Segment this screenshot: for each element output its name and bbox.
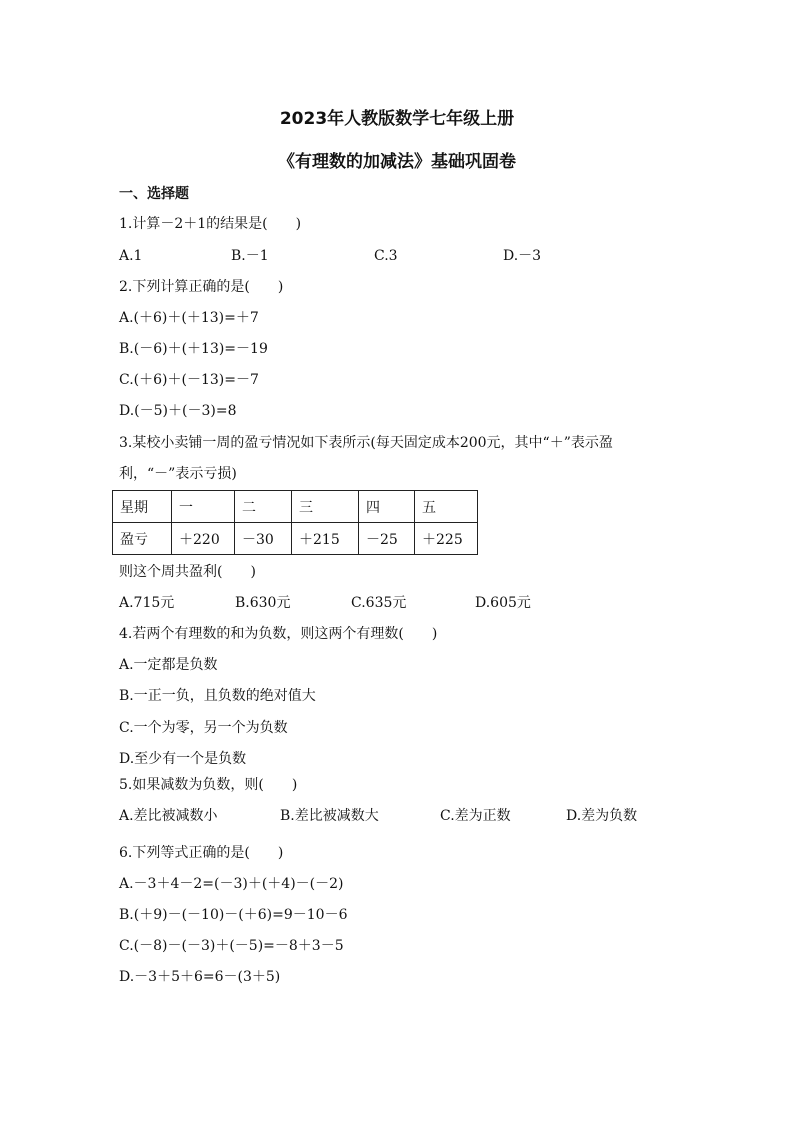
question-3-option-c: C.635元 xyxy=(351,595,407,611)
table-cell: ＋225 xyxy=(415,523,478,555)
question-3-followup: 则这个周共盈利( ) xyxy=(119,564,256,580)
question-5-option-d: D.差为负数 xyxy=(566,808,638,824)
table-cell: －25 xyxy=(359,523,415,555)
question-3-option-b: B.630元 xyxy=(235,595,291,611)
table-cell: 四 xyxy=(359,491,415,523)
question-4-option-d: D.至少有一个是负数 xyxy=(119,751,247,767)
profit-table xyxy=(112,490,478,555)
document-subtitle: 《有理数的加减法》基础巩固卷 xyxy=(278,152,516,172)
question-3-stem-line-1: 3.某校小卖铺一周的盈亏情况如下表所示(每天固定成本200元，其中“＋”表示盈 xyxy=(119,435,613,451)
question-2-option-d: D.(－5)＋(－3)=8 xyxy=(119,403,237,419)
table-cell: ＋215 xyxy=(292,523,359,555)
question-1-option-d: D.－3 xyxy=(503,248,542,264)
question-2-option-c: C.(＋6)＋(－13)=－7 xyxy=(119,372,259,388)
question-6-option-a: A.－3＋4－2=(－3)＋(＋4)－(－2) xyxy=(119,876,344,892)
table-cell: 二 xyxy=(235,491,292,523)
question-1-option-b: B.－1 xyxy=(231,248,269,264)
question-6-option-b: B.(＋9)－(－10)－(＋6)=9－10－6 xyxy=(119,907,348,923)
question-4-stem: 4.若两个有理数的和为负数，则这两个有理数( ) xyxy=(119,626,438,642)
question-5-option-b: B.差比被减数大 xyxy=(280,808,379,824)
question-3-stem-line-2: 利，“－”表示亏损) xyxy=(119,466,237,482)
table-cell: －30 xyxy=(235,523,292,555)
question-1-stem: 1.计算－2＋1的结果是( ) xyxy=(119,216,302,232)
question-4-option-c: C.一个为零，另一个为负数 xyxy=(119,720,288,736)
table-cell: ＋220 xyxy=(172,523,235,555)
table-header-row xyxy=(113,491,478,523)
table-cell: 一 xyxy=(172,491,235,523)
question-1-option-a: A.1 xyxy=(119,248,143,264)
document-title: 2023年人教版数学七年级上册 xyxy=(279,109,515,129)
question-6-option-d: D.－3＋5＋6=6－(3＋5) xyxy=(119,969,281,985)
question-2-stem: 2.下列计算正确的是( ) xyxy=(119,279,284,295)
question-6-stem: 6.下列等式正确的是( ) xyxy=(119,845,284,861)
question-1-option-c: C.3 xyxy=(374,248,398,264)
table-cell: 星期 xyxy=(113,491,172,523)
table-cell: 盈亏 xyxy=(113,523,172,555)
question-3-option-a: A.715元 xyxy=(119,595,175,611)
question-4-option-b: B.一正一负，且负数的绝对值大 xyxy=(119,688,316,704)
question-3-option-d: D.605元 xyxy=(475,595,531,611)
question-5-stem: 5.如果减数为负数，则( ) xyxy=(119,777,298,793)
table-cell: 三 xyxy=(292,491,359,523)
table-cell: 五 xyxy=(415,491,478,523)
question-2-option-a: A.(＋6)＋(＋13)=＋7 xyxy=(119,310,259,326)
question-2-option-b: B.(－6)＋(＋13)=－19 xyxy=(119,341,268,357)
question-4-option-a: A.一定都是负数 xyxy=(119,657,218,673)
table-row xyxy=(113,523,478,555)
question-5-option-a: A.差比被减数小 xyxy=(119,808,218,824)
question-6-option-c: C.(－8)－(－3)＋(－5)=－8＋3－5 xyxy=(119,938,344,954)
section-heading: 一、选择题 xyxy=(119,186,189,202)
question-5-option-c: C.差为正数 xyxy=(440,808,511,824)
